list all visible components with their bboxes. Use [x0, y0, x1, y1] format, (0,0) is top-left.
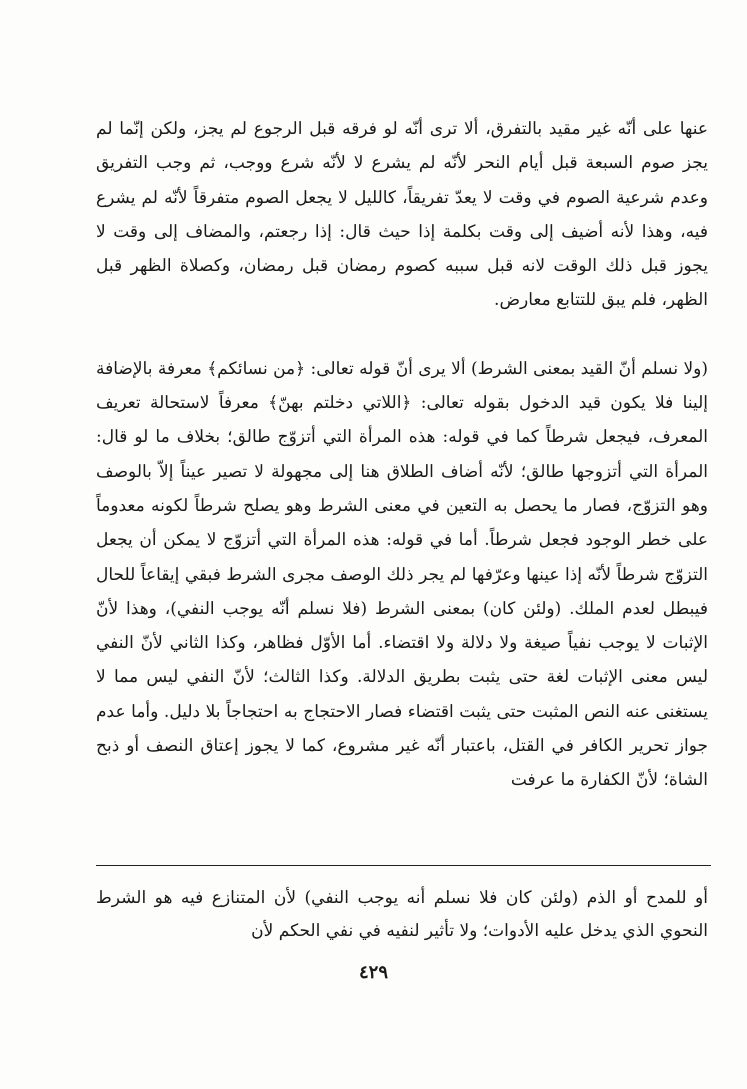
- main-text: [96, 112, 708, 798]
- paragraph-2: (ولا نسلم أنّ القيد بمعنى الشرط) ألا يرى أنّ قوله تعالى: ﴿من نسائكم﴾ معرفة بالإضافة إلينا فلا يكون قيد الدخول بقوله تعالى: ﴿اللاتي دخلتم بهنّ﴾ معرفاً لاستحالة تعريف المعرف، فيجعل شرطاً كما في قوله: هذه المرأة التي أتزوّج طالق؛ بخلاف ما لو قال: المرأة التي أتزوجها طالق؛ لأنّه أضاف الطلاق هنا إلى مجهولة لا تصير عيناً إلاّ بالوصف وهو التزوّج، فصار ما يحصل به التعين في معنى الشرط وهو يصلح شرطاً لكونه معدوماً على خطر الوجود فجعل شرطاً. أما في قوله: هذه المرأة التي أتزوّج لا يمكن أن يجعل التزوّج شرطاً لأنّه إذا عينها وعرّفها لم يجر ذلك الوصف مجرى الشرط فبقي إيقاعاً للحال فيبطل لعدم الملك. (ولئن كان) بمعنى الشرط (فلا نسلم أنّه يوجب النفي)، وهذا لأنّ الإثبات لا يوجب نفياً صيغة ولا دلالة ولا اقتضاء. أما الأوّل فظاهر، وكذا الثاني لأنّ النفي ليس معنى الإثبات لغة حتى يثبت بطريق الدلالة. وكذا الثالث؛ لأنّ النفي ليس مما لا يستغنى عنه النص المثبت حتى يثبت اقتضاء فصار الاحتجاج به احتجاجاً بلا دليل. وأما عدم جواز تحرير الكافر في القتل، باعتبار أنّه غير مشروع، كما لا يجوز إعتاق النصف أو ذبح الشاة؛ لأنّ الكفارة ما عرفت: [96, 358, 708, 791]
- footnote: [96, 882, 708, 948]
- footnote-divider: [96, 865, 711, 866]
- page-number: ٤٢٩: [358, 962, 388, 983]
- paragraph-1: عنها على أنّه غير مقيد بالتفرق، ألا ترى أنّه لو فرقه قبل الرجوع لم يجز، ولكن إنّما لم يجز صوم السبعة قبل أيام النحر لأنّه لم يشرع لا لأنّه شرع ووجب، ثم وجب التفريق وعدم شرعية الصوم في وقت لا يعدّ تفريقاً، كالليل لا يجعل الصوم متفرقاً لأنّه لم يشرع فيه، وهذا لأنه أضيف إلى وقت بكلمة إذا حيث قال: إذا رجعتم، والمضاف إلى وقت لا يجوز قبل ذلك الوقت لانه قبل سببه كصوم رمضان قبل رمضان، وكصلاة الظهر قبل الظهر، فلم يبق للتتابع معارض.: [96, 119, 708, 311]
- footnote-text: أو للمدح أو الذم (ولئن كان فلا نسلم أنه يوجب النفي) لأن المتنازع فيه هو الشرط النحوي الذي يدخل عليه الأدوات؛ ولا تأثير لنفيه في نفي الحكم لأن: [96, 888, 708, 941]
